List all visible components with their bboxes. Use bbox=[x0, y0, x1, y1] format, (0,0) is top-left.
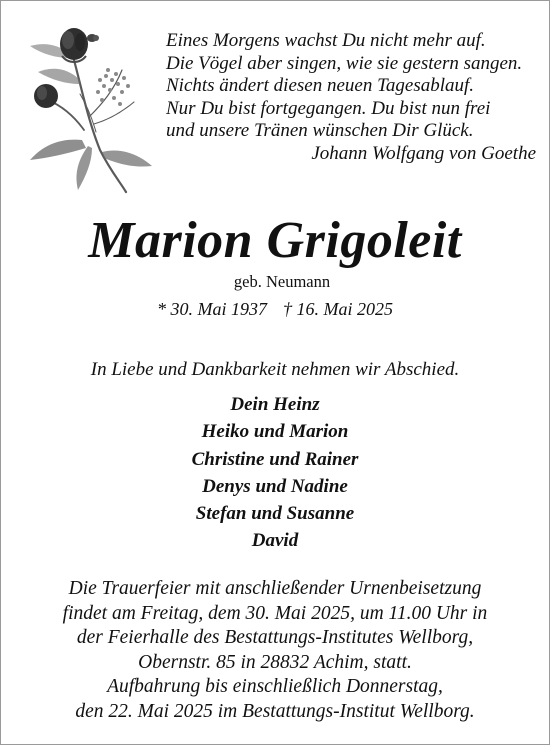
ceremony-line: Aufbahrung bis einschließlich Donnerstag, bbox=[107, 676, 443, 697]
poem-line: Die Vögel aber singen, wie sie gestern sangen. bbox=[166, 52, 523, 74]
family-member: Denys und Nadine bbox=[202, 475, 348, 497]
ceremony-line: findet am Freitag, dem 30. Mai 2025, um 11.00 Uhr in bbox=[62, 602, 488, 624]
poem-block bbox=[166, 30, 538, 166]
poem-line: Nur Du bist fortgegangen. Du bist nun frei bbox=[166, 97, 491, 119]
poem-line: und unsere Tränen wünschen Dir Glück. bbox=[166, 120, 474, 142]
death-date: † 16. Mai 2025 bbox=[283, 299, 393, 319]
family-member: Dein Heinz bbox=[230, 394, 320, 415]
ceremony-line: der Feierhalle des Bestattungs-Institutes Wellborg, bbox=[76, 627, 474, 648]
family-member: Heiko und Marion bbox=[201, 421, 349, 443]
birth-name: geb. Neumann bbox=[233, 272, 331, 291]
family-member: David bbox=[251, 530, 299, 552]
farewell-text: In Liebe und Dankbarkeit nehmen wir Abschied. bbox=[90, 359, 460, 380]
poem-line: Eines Morgens wachst Du nicht mehr auf. bbox=[166, 30, 486, 51]
life-dates bbox=[0, 298, 550, 320]
deceased-name: Marion Grigoleit bbox=[88, 212, 462, 269]
ceremony-info bbox=[0, 577, 550, 724]
birth-date: * 30. Mai 1937 bbox=[157, 299, 267, 319]
ceremony-line: Die Trauerfeier mit anschließender Urnenbeisetzung bbox=[68, 578, 482, 599]
flower-illustration-icon bbox=[22, 20, 162, 195]
poem-line: Nichts ändert diesen neuen Tagesablauf. bbox=[166, 75, 475, 97]
family-list bbox=[0, 391, 550, 555]
poem-author: Johann Wolfgang von Goethe bbox=[311, 142, 536, 164]
ceremony-line: Obernstr. 85 in 28832 Achim, statt. bbox=[138, 651, 412, 673]
ceremony-line: den 22. Mai 2025 im Bestattungs-Institut Wellborg. bbox=[75, 700, 475, 722]
family-member: Christine und Rainer bbox=[191, 448, 359, 470]
family-member: Stefan und Susanne bbox=[195, 503, 355, 525]
